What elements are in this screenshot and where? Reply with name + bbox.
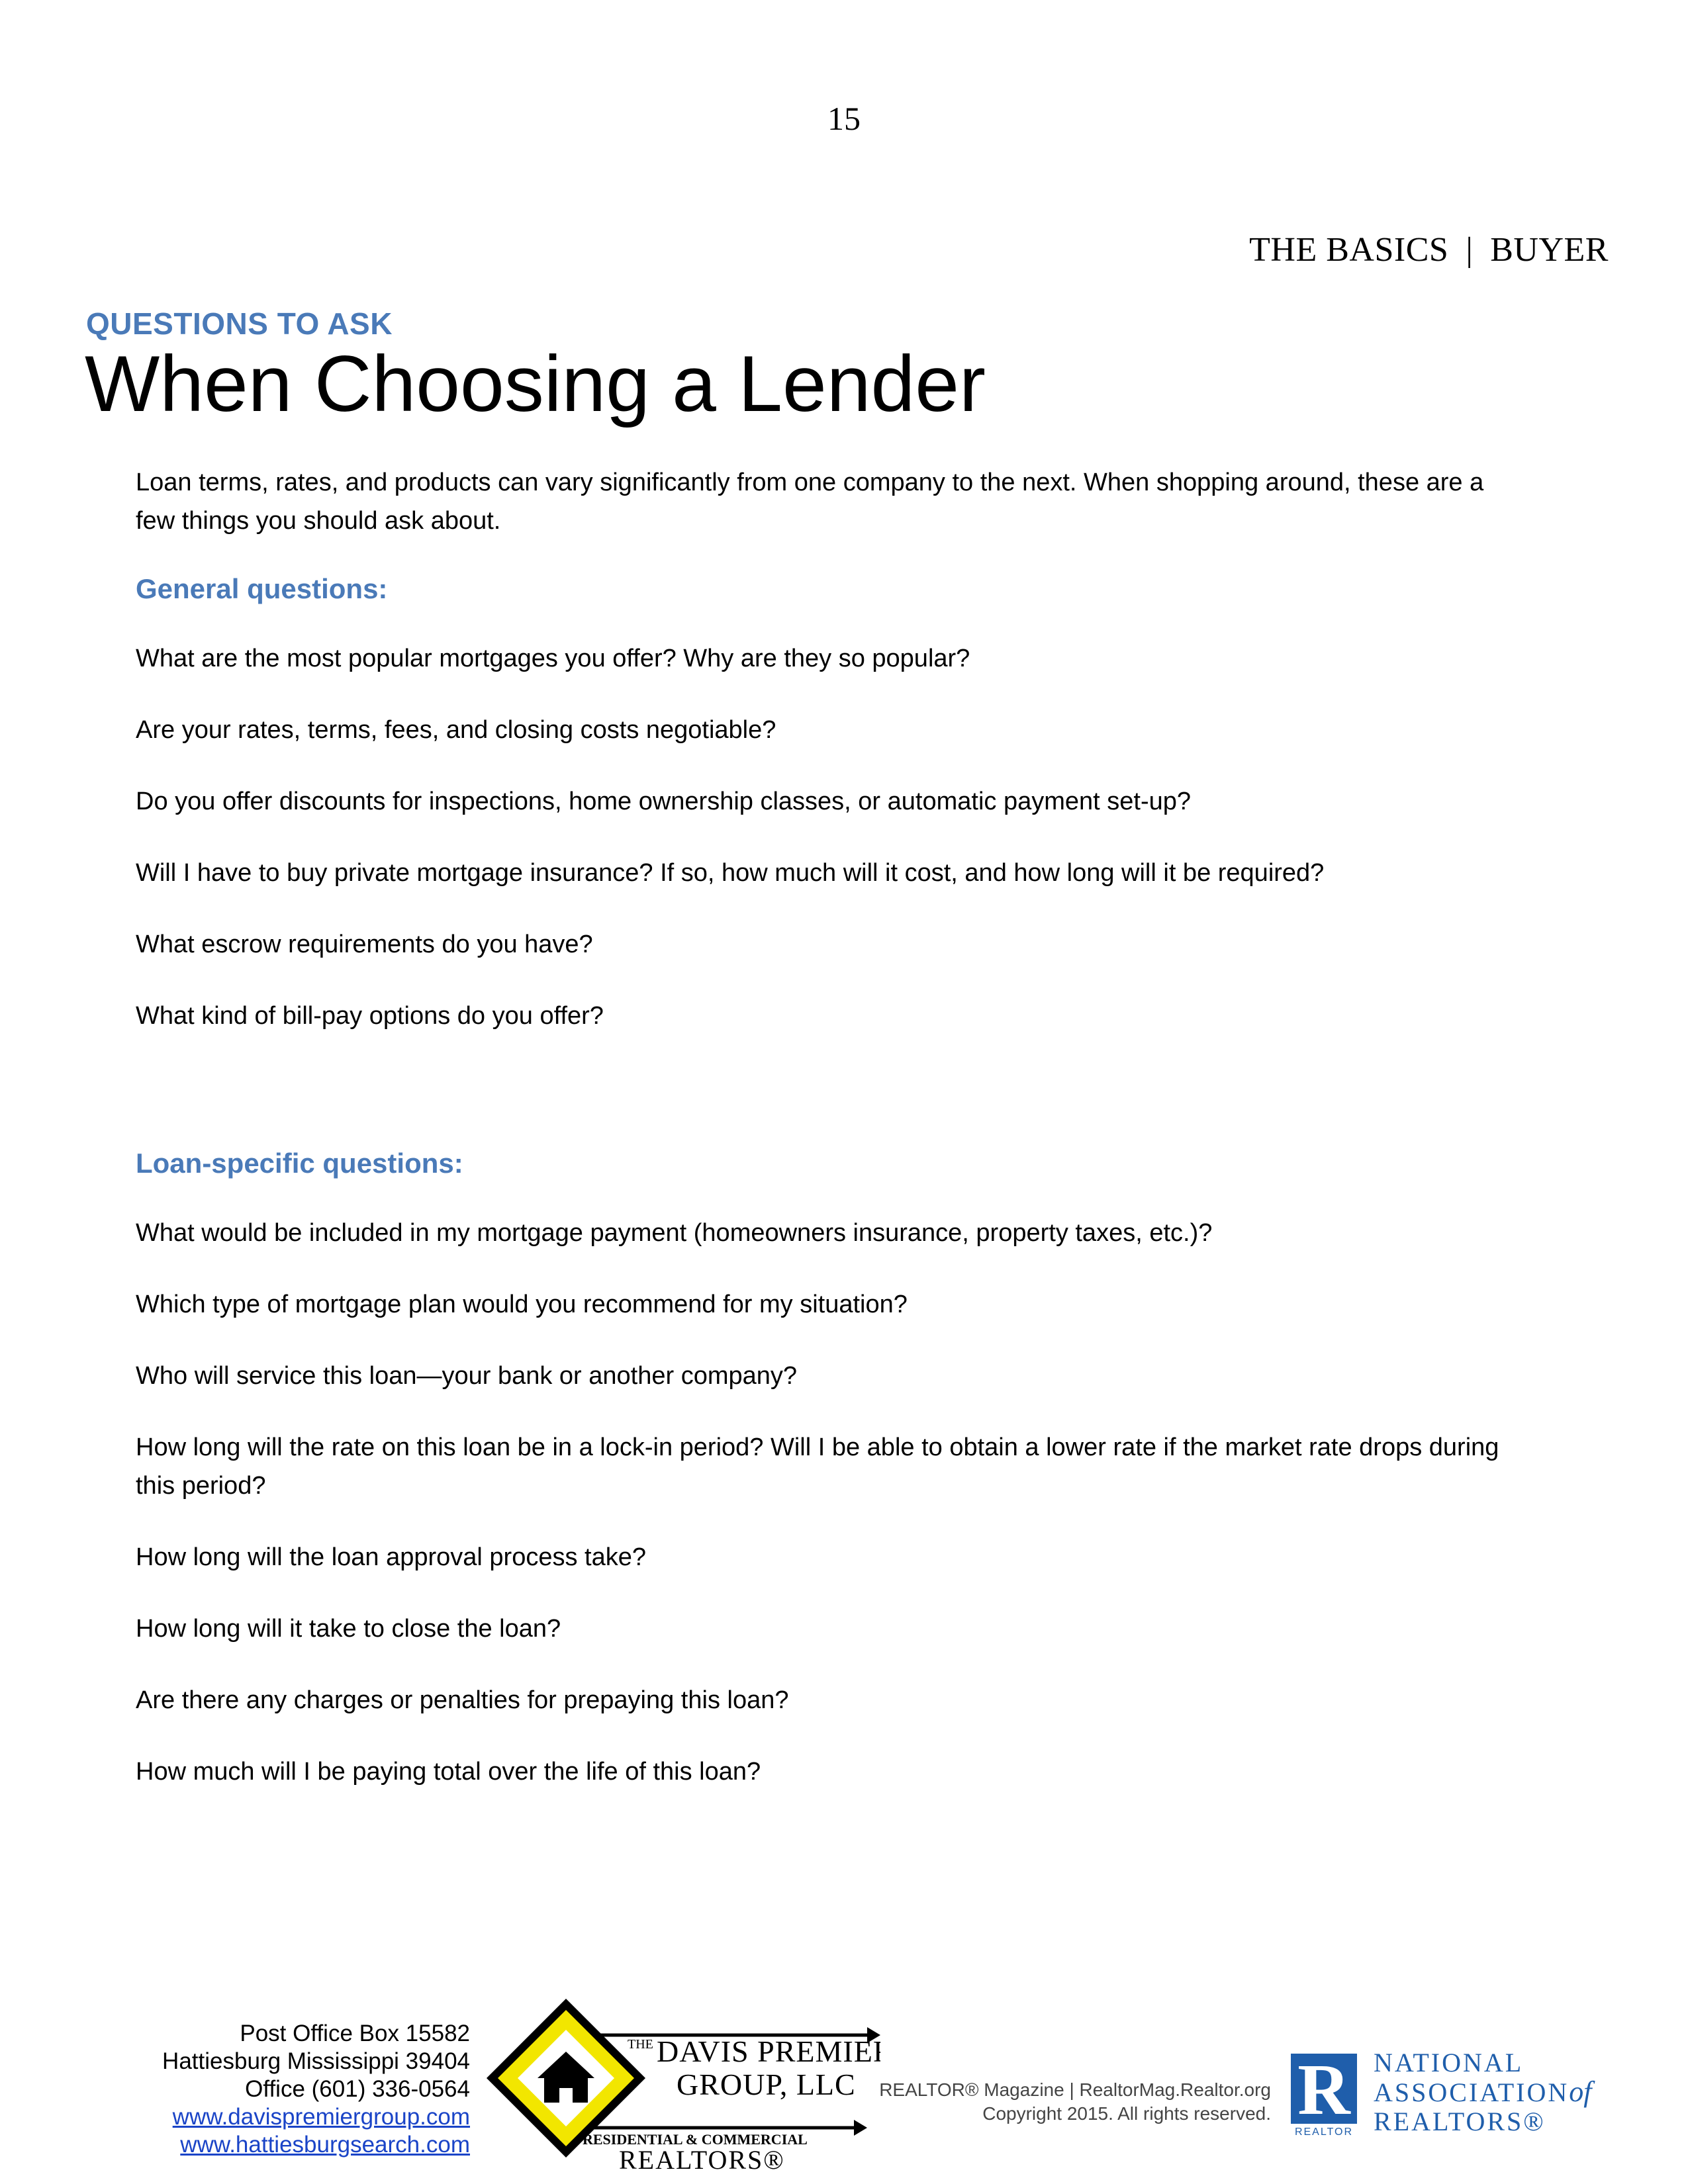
section-header-separator: |	[1466, 231, 1474, 269]
copyright-line: REALTOR® Magazine | RealtorMag.Realtor.org	[879, 2079, 1271, 2100]
logo-line1: DAVIS PREMIER	[657, 2034, 880, 2068]
logo-the: THE	[628, 2037, 653, 2052]
question-item: Do you offer discounts for inspections, home ownership classes, or automatic payment set-up?	[136, 788, 1191, 815]
question-item: Who will service this loan—your bank or another company?	[136, 1362, 798, 1390]
office-phone: Office (601) 336-0564	[245, 2076, 470, 2102]
section-spacer	[136, 1068, 1513, 1148]
davis-premier-logo-graphic	[483, 1995, 880, 2174]
question-item: How much will I be paying total over the life of this loan?	[136, 1758, 761, 1786]
logo-line3: RESIDENTIAL & COMMERCIAL	[583, 2131, 808, 2148]
question-item: Are your rates, terms, fees, and closing costs negotiable?	[136, 716, 776, 744]
question-item: What escrow requirements do you have?	[136, 931, 593, 958]
question-item: What are the most popular mortgages you offer? Why are they so popular?	[136, 645, 970, 672]
nar-logo	[1291, 2048, 1609, 2148]
hattiesburgsearch-link[interactable]: www.hattiesburgsearch.com	[180, 2132, 470, 2158]
page-number: 15	[827, 100, 861, 137]
loan-specific-questions-list	[136, 1214, 1513, 1791]
section-header	[1249, 230, 1609, 269]
section-header-buyer: BUYER	[1490, 231, 1609, 269]
address-line: Post Office Box 15582	[240, 2021, 470, 2046]
question-item: How long will the loan approval process take?	[136, 1543, 646, 1571]
general-questions-section	[136, 573, 1513, 1035]
intro-paragraph: Loan terms, rates, and products can vary significantly from one company to the next. When shopping around, these are a few things you should ask about.	[136, 469, 1484, 535]
loan-specific-questions-section	[136, 1148, 1513, 1791]
logo-line4: REALTORS®	[619, 2145, 785, 2174]
realtor-caption: REALTOR	[1294, 2126, 1354, 2138]
nar-name: NATIONAL ASSOCIATIONof REALTORS®	[1374, 2048, 1592, 2136]
question-item: What kind of bill-pay options do you offer?	[136, 1002, 604, 1030]
davispremiergroup-link[interactable]: www.davispremiergroup.com	[172, 2104, 470, 2130]
logo-line2: GROUP, LLC	[677, 2068, 856, 2101]
question-item: What would be included in my mortgage payment (homeowners insurance, property taxes, etc.)?	[136, 1219, 1213, 1247]
page-title: When Choosing a Lender	[85, 340, 986, 428]
footer-address	[99, 2020, 470, 2159]
address-line: Hattiesburg Mississippi 39404	[162, 2048, 470, 2074]
section-header-basics: THE BASICS	[1249, 231, 1449, 269]
realtor-r-icon: R	[1291, 2054, 1357, 2124]
general-questions-heading: General questions:	[136, 573, 388, 604]
kicker-heading: QUESTIONS TO ASK	[86, 306, 393, 341]
question-item: How long will it take to close the loan?	[136, 1615, 561, 1643]
general-questions-list	[136, 639, 1513, 1035]
loan-specific-questions-heading: Loan-specific questions:	[136, 1148, 463, 1179]
question-item: How long will the rate on this loan be in a lock-in period? Will I be able to obtain a lower rate if the market rate drops during this period?	[136, 1433, 1499, 1500]
main-content	[136, 463, 1513, 1824]
question-item: Are there any charges or penalties for prepaying this loan?	[136, 1686, 789, 1714]
davis-premier-logo	[483, 1995, 880, 2174]
question-item: Which type of mortgage plan would you recommend for my situation?	[136, 1291, 908, 1318]
copyright-line: Copyright 2015. All rights reserved.	[982, 2103, 1271, 2124]
question-item: Will I have to buy private mortgage insurance? If so, how much will it cost, and how long will it be required?	[136, 859, 1325, 887]
footer-copyright	[854, 2078, 1271, 2126]
